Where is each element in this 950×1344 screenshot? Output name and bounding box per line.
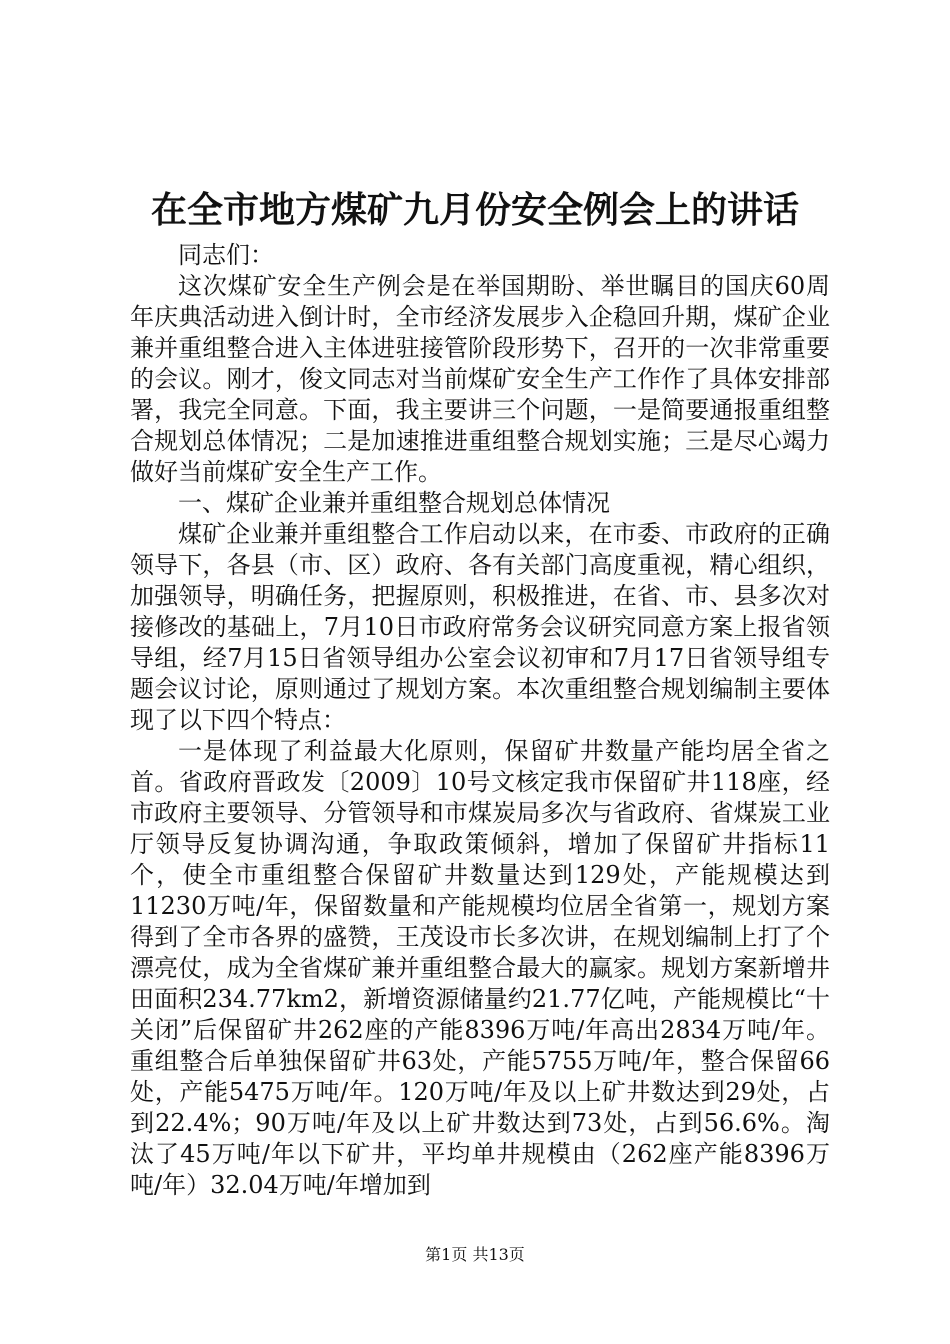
document-body [130, 240, 830, 1201]
salutation: 同志们： [178, 241, 274, 269]
paragraph-overview: 煤矿企业兼并重组整合工作启动以来，在市委、市政府的正确领导下，各县（市、区）政府、各有关部门高度重视，精心组织，加强领导，明确任务，把握原则，积极推进，在省、市、县多次对接修改的基础上，7月10日市政府常务会议研究同意方案上报省领导组，经7月15日省领导组办公室会议初审和7月17日省领导组专题会议讨论，原则通过了规划方案。本次重组整合规划编制主要体现了以下四个特点： [130, 520, 830, 734]
paragraph-point-1: 一是体现了利益最大化原则，保留矿井数量产能均居全省之首。省政府晋政发〔2009〕10号文核定我市保留矿井118座，经市政府主要领导、分管领导和市煤炭局多次与省政府、省煤炭工业厅领导反复协调沟通，争取政策倾斜，增加了保留矿井指标11个，使全市重组整合保留矿井数量达到129处，产能规模达到11230万吨/年，保留数量和产能规模均位居全省第一，规划方案得到了全市各界的盛赞，王茂设市长多次讲，在规划编制上打了个漂亮仗，成为全省煤矿兼并重组整合最大的赢家。规划方案新增井田面积234.77km2，新增资源储量约21.77亿吨，产能规模比“十关闭”后保留矿井262座的产能8396万吨/年高出2834万吨/年。重组整合后单独保留矿井63处，产能5755万吨/年，整合保留66处，产能5475万吨/年。120万吨/年及以上矿井数达到29处，占到22.4%；90万吨/年及以上矿井数达到73处，占到56.6%。淘汰了45万吨/年以下矿井，平均单井规模由（262座产能8396万吨/年）32.04万吨/年增加到 [130, 737, 830, 1199]
section-heading-1: 一、煤矿企业兼并重组整合规划总体情况 [178, 489, 610, 517]
document-title: 在全市地方煤矿九月份安全例会上的讲话 [150, 189, 799, 231]
page-footer: 第1页 共13页 [425, 1245, 525, 1264]
paragraph-intro: 这次煤矿安全生产例会是在举国期盼、举世瞩目的国庆60周年庆典活动进入倒计时，全市经济发展步入企稳回升期，煤矿企业兼并重组整合进入主体进驻接管阶段形势下，召开的一次非常重要的会议。刚才，俊文同志对当前煤矿安全生产工作作了具体安排部署，我完全同意。下面，我主要讲三个问题，一是简要通报重组整合规划总体情况；二是加速推进重组整合规划实施；三是尽心竭力做好当前煤矿安全生产工作。 [130, 272, 830, 486]
